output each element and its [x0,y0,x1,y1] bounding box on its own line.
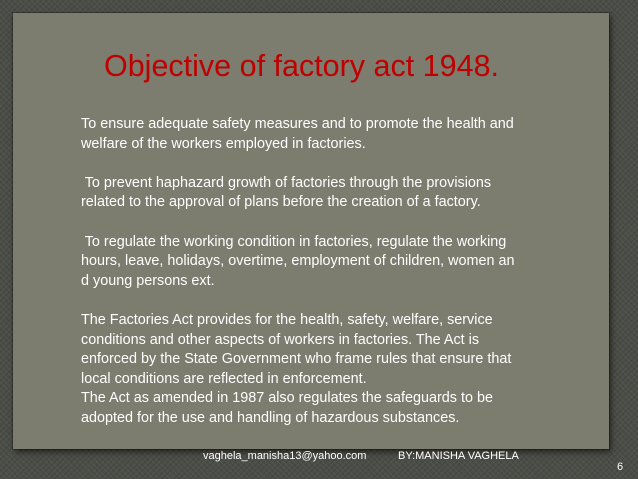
slide-body [81,115,581,429]
text-line: local conditions are reflected in enforcement. [81,370,367,387]
text-line: adopted for the use and handling of hazardous substances. [81,409,460,426]
footer-author: BY:MANISHA VAGHELA [398,450,519,462]
text-line: d young persons ext. [81,272,215,289]
paragraph-working-conditions [81,233,581,292]
slide-title: Objective of factory act 1948. [104,49,500,83]
text-line: To prevent haphazard growth of factories through the provisions [81,174,492,191]
paragraph-growth-prevention [81,174,581,213]
text-line: related to the approval of plans before the creation of a factory. [81,194,481,211]
text-line: conditions and other aspects of workers in factories. The Act is [81,331,480,348]
text-line: enforced by the State Government who frame rules that ensure that [81,351,512,368]
text-line: The Act as amended in 1987 also regulates the safeguards to be [81,390,494,407]
text-line: hours, leave, holidays, overtime, employment of children, women an [81,253,515,270]
page-number: 6 [617,461,624,473]
footer-email: vaghela_manisha13@yahoo.com [203,450,367,462]
paragraph-act-provisions [81,311,581,429]
text-line: The Factories Act provides for the health, safety, welfare, service [81,311,493,328]
text-line: To regulate the working condition in factories, regulate the working [81,233,507,250]
text-line: welfare of the workers employed in factories. [81,135,366,152]
paragraph-safety-welfare [81,115,581,154]
text-line: To ensure adequate safety measures and to promote the health and [81,116,514,132]
